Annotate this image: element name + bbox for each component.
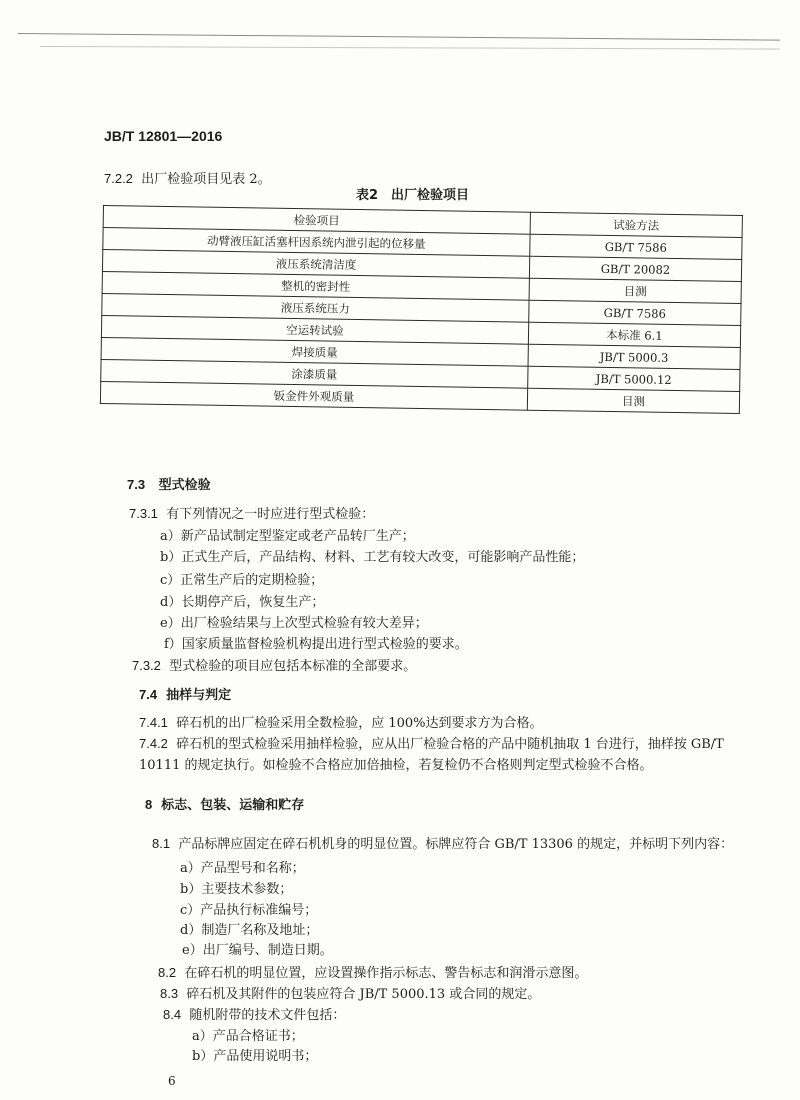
section-title: 标志、包装、运输和贮存 [161, 798, 305, 813]
section-heading-7-4 [139, 684, 231, 703]
list-item: b）正式生产后，产品结构、材料、工艺有较大改变，可能影响产品性能； [160, 550, 585, 565]
list-item: b）产品使用说明书； [192, 1049, 318, 1064]
clause-text: 在碎石机的明显位置，应设置操作指示标志、警告标志和润滑示意图。 [184, 966, 588, 981]
clause-7-3-2 [132, 655, 416, 674]
section-heading-8 [145, 794, 304, 813]
clause-text: 产品标牌应固定在碎石机机身的明显位置。标牌应符合 GB/T 13306 的规定，并标明下列内容： [178, 837, 734, 852]
list-item: a）产品型号和名称； [180, 861, 305, 876]
clause-text: 碎石机的型式检验采用抽样检验，应从出厂检验合格的产品中随机抽取 1 台进行，抽样按 GB/T [176, 737, 724, 752]
list-item: f）国家质量监督检验机构提出进行型式检验的要求。 [164, 637, 468, 652]
table-cell: 本标准 6.1 [528, 322, 740, 347]
list-item: a）产品合格证书； [192, 1029, 304, 1044]
top-scan-rule-secondary [40, 46, 780, 50]
clause-number: 7.4.2 [139, 736, 168, 751]
list-item: d）制造厂名称及地址； [180, 923, 319, 938]
clause-7-3-1 [129, 503, 374, 522]
clause-number: 8.3 [160, 986, 179, 1001]
clause-number: 8.4 [163, 1007, 182, 1022]
table-cell: GB/T 7586 [530, 234, 742, 259]
clause-8-1 [152, 833, 733, 852]
header-cell-method: 试验方法 [530, 212, 742, 237]
clause-number: 7.3.1 [129, 506, 158, 521]
top-scan-rule [18, 33, 780, 41]
table-cell: JB/T 5000.3 [528, 344, 740, 369]
clause-8-4 [163, 1004, 345, 1023]
page-number: 6 [168, 1074, 176, 1088]
clause-text: 碎石机及其附件的包装应符合 JB/T 5000.13 或合同的规定。 [186, 987, 541, 1002]
list-item: a）新产品试制定型鉴定或老产品转厂生产； [160, 529, 415, 544]
table-cell: 液压系统压力 [102, 293, 529, 322]
table-cell: JB/T 5000.12 [528, 366, 740, 391]
table-cell: 钣金件外观质量 [100, 381, 527, 410]
clause-number: 7.2.2 [104, 171, 133, 186]
table-cell: 动臂液压缸活塞杆因系统内泄引起的位移量 [103, 228, 530, 257]
clause-continuation: 10111 的规定执行。如检验不合格应加倍抽检，若复检仍不合格则判定型式检验不合格。 [139, 758, 653, 773]
clause-number: 8.2 [158, 965, 177, 980]
clause-8-2 [158, 962, 587, 981]
list-item: e）出厂检验结果与上次型式检验有较大差异； [160, 616, 428, 631]
table-cell: GB/T 20082 [529, 256, 741, 281]
section-number: 7.3 [127, 477, 146, 492]
list-item: e）出厂编号、制造日期。 [182, 943, 333, 958]
table-title: 表2 出厂检验项目 [356, 188, 470, 203]
table-cell: 空运转试验 [101, 315, 528, 344]
table-cell: GB/T 7586 [529, 300, 741, 325]
clause-7-4-2 [139, 733, 724, 752]
table-cell: 目测 [529, 278, 741, 303]
clause-number: 8.1 [152, 836, 171, 851]
section-heading-7-3 [127, 474, 211, 493]
clause-text: 出厂检验项目见表 2。 [141, 172, 271, 187]
section-title: 型式检验 [158, 478, 211, 493]
list-item: c）正常生产后的定期检验； [160, 573, 324, 588]
list-item: c）产品执行标准编号； [180, 903, 318, 918]
table-cell: 焊接质量 [101, 337, 528, 366]
section-title: 抽样与判定 [166, 688, 232, 703]
table-cell: 涂漆质量 [101, 359, 528, 388]
clause-number: 7.3.2 [132, 658, 161, 673]
section-number: 7.4 [139, 687, 158, 702]
clause-7-4-1 [139, 712, 543, 731]
standard-number: JB/T 12801—2016 [104, 128, 223, 144]
clause-text: 随机附带的技术文件包括： [189, 1008, 346, 1023]
clause-text: 型式检验的项目应包括本标准的全部要求。 [169, 659, 417, 674]
list-item: b）主要技术参数； [180, 882, 293, 897]
section-number: 8 [145, 797, 153, 812]
header-cell-item: 检验项目 [103, 206, 530, 235]
clause-text: 碎石机的出厂检验采用全数检验，应 100%达到要求方为合格。 [176, 716, 543, 731]
list-item: d）长期停产后，恢复生产； [160, 595, 325, 610]
table-cell: 液压系统清洁度 [102, 250, 529, 279]
clause-text: 有下列情况之一时应进行型式检验： [166, 507, 375, 522]
clause-7-2-2 [104, 168, 271, 187]
inspection-table [100, 205, 743, 414]
table-cell: 整机的密封性 [102, 271, 529, 300]
clause-number: 7.4.1 [139, 715, 168, 730]
clause-8-3 [160, 983, 540, 1002]
table-cell: 目测 [527, 388, 739, 413]
